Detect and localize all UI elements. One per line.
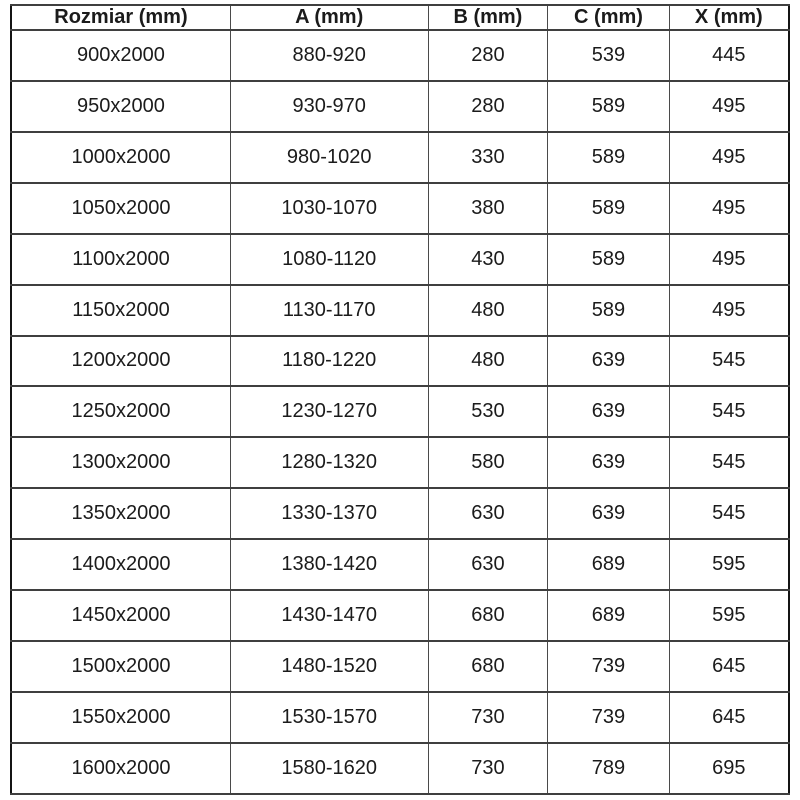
cell-c: 739 [548, 641, 669, 692]
cell-b: 330 [428, 132, 548, 183]
cell-c: 589 [548, 81, 669, 132]
cell-rozmiar: 1450x2000 [11, 590, 230, 641]
cell-a: 1380-1420 [230, 539, 428, 590]
cell-rozmiar: 950x2000 [11, 81, 230, 132]
table-row [11, 692, 789, 743]
cell-c: 689 [548, 539, 669, 590]
cell-rozmiar: 1300x2000 [11, 437, 230, 488]
cell-a: 930-970 [230, 81, 428, 132]
table-row [11, 539, 789, 590]
cell-b: 730 [428, 743, 548, 794]
table-body [11, 30, 789, 794]
cell-b: 380 [428, 183, 548, 234]
cell-x: 545 [669, 437, 789, 488]
cell-c: 589 [548, 285, 669, 336]
cell-b: 580 [428, 437, 548, 488]
table-row [11, 336, 789, 387]
cell-a: 1430-1470 [230, 590, 428, 641]
column-header-rozmiar: Rozmiar (mm) [11, 5, 230, 30]
cell-x: 495 [669, 81, 789, 132]
table-row [11, 386, 789, 437]
cell-rozmiar: 1000x2000 [11, 132, 230, 183]
cell-rozmiar: 1500x2000 [11, 641, 230, 692]
cell-c: 589 [548, 132, 669, 183]
cell-a: 1080-1120 [230, 234, 428, 285]
cell-x: 595 [669, 590, 789, 641]
cell-x: 495 [669, 285, 789, 336]
cell-b: 480 [428, 336, 548, 387]
table-row [11, 234, 789, 285]
table-row [11, 743, 789, 794]
cell-rozmiar: 1550x2000 [11, 692, 230, 743]
cell-a: 1030-1070 [230, 183, 428, 234]
cell-b: 480 [428, 285, 548, 336]
cell-b: 430 [428, 234, 548, 285]
cell-c: 539 [548, 30, 669, 81]
cell-x: 495 [669, 132, 789, 183]
cell-a: 1180-1220 [230, 336, 428, 387]
cell-rozmiar: 1150x2000 [11, 285, 230, 336]
cell-a: 1230-1270 [230, 386, 428, 437]
cell-b: 280 [428, 30, 548, 81]
cell-x: 645 [669, 641, 789, 692]
cell-rozmiar: 1100x2000 [11, 234, 230, 285]
cell-rozmiar: 1350x2000 [11, 488, 230, 539]
header-row [11, 5, 789, 30]
cell-c: 639 [548, 488, 669, 539]
cell-x: 445 [669, 30, 789, 81]
cell-b: 280 [428, 81, 548, 132]
cell-rozmiar: 1600x2000 [11, 743, 230, 794]
cell-c: 739 [548, 692, 669, 743]
cell-a: 1280-1320 [230, 437, 428, 488]
cell-a: 1530-1570 [230, 692, 428, 743]
cell-c: 589 [548, 234, 669, 285]
table-row [11, 30, 789, 81]
cell-c: 589 [548, 183, 669, 234]
cell-a: 880-920 [230, 30, 428, 81]
cell-rozmiar: 1400x2000 [11, 539, 230, 590]
table-header [11, 5, 789, 30]
column-header-x: X (mm) [669, 5, 789, 30]
table-row [11, 285, 789, 336]
cell-x: 495 [669, 183, 789, 234]
cell-c: 689 [548, 590, 669, 641]
cell-a: 1130-1170 [230, 285, 428, 336]
cell-a: 1480-1520 [230, 641, 428, 692]
cell-a: 1330-1370 [230, 488, 428, 539]
column-header-b: B (mm) [428, 5, 548, 30]
table-row [11, 437, 789, 488]
cell-rozmiar: 1250x2000 [11, 386, 230, 437]
cell-rozmiar: 1200x2000 [11, 336, 230, 387]
cell-x: 645 [669, 692, 789, 743]
column-header-a: A (mm) [230, 5, 428, 30]
cell-b: 630 [428, 488, 548, 539]
cell-x: 545 [669, 488, 789, 539]
column-header-c: C (mm) [548, 5, 669, 30]
cell-c: 639 [548, 386, 669, 437]
cell-c: 639 [548, 336, 669, 387]
table-row [11, 590, 789, 641]
cell-a: 1580-1620 [230, 743, 428, 794]
cell-rozmiar: 1050x2000 [11, 183, 230, 234]
cell-b: 680 [428, 590, 548, 641]
cell-b: 730 [428, 692, 548, 743]
cell-x: 595 [669, 539, 789, 590]
table-row [11, 488, 789, 539]
cell-a: 980-1020 [230, 132, 428, 183]
table-row [11, 183, 789, 234]
cell-x: 545 [669, 386, 789, 437]
cell-c: 639 [548, 437, 669, 488]
cell-b: 680 [428, 641, 548, 692]
table-row [11, 81, 789, 132]
cell-b: 530 [428, 386, 548, 437]
dimension-spec-table [10, 4, 790, 795]
table-row [11, 641, 789, 692]
cell-x: 695 [669, 743, 789, 794]
cell-c: 789 [548, 743, 669, 794]
table-row [11, 132, 789, 183]
cell-b: 630 [428, 539, 548, 590]
cell-x: 495 [669, 234, 789, 285]
cell-rozmiar: 900x2000 [11, 30, 230, 81]
cell-x: 545 [669, 336, 789, 387]
